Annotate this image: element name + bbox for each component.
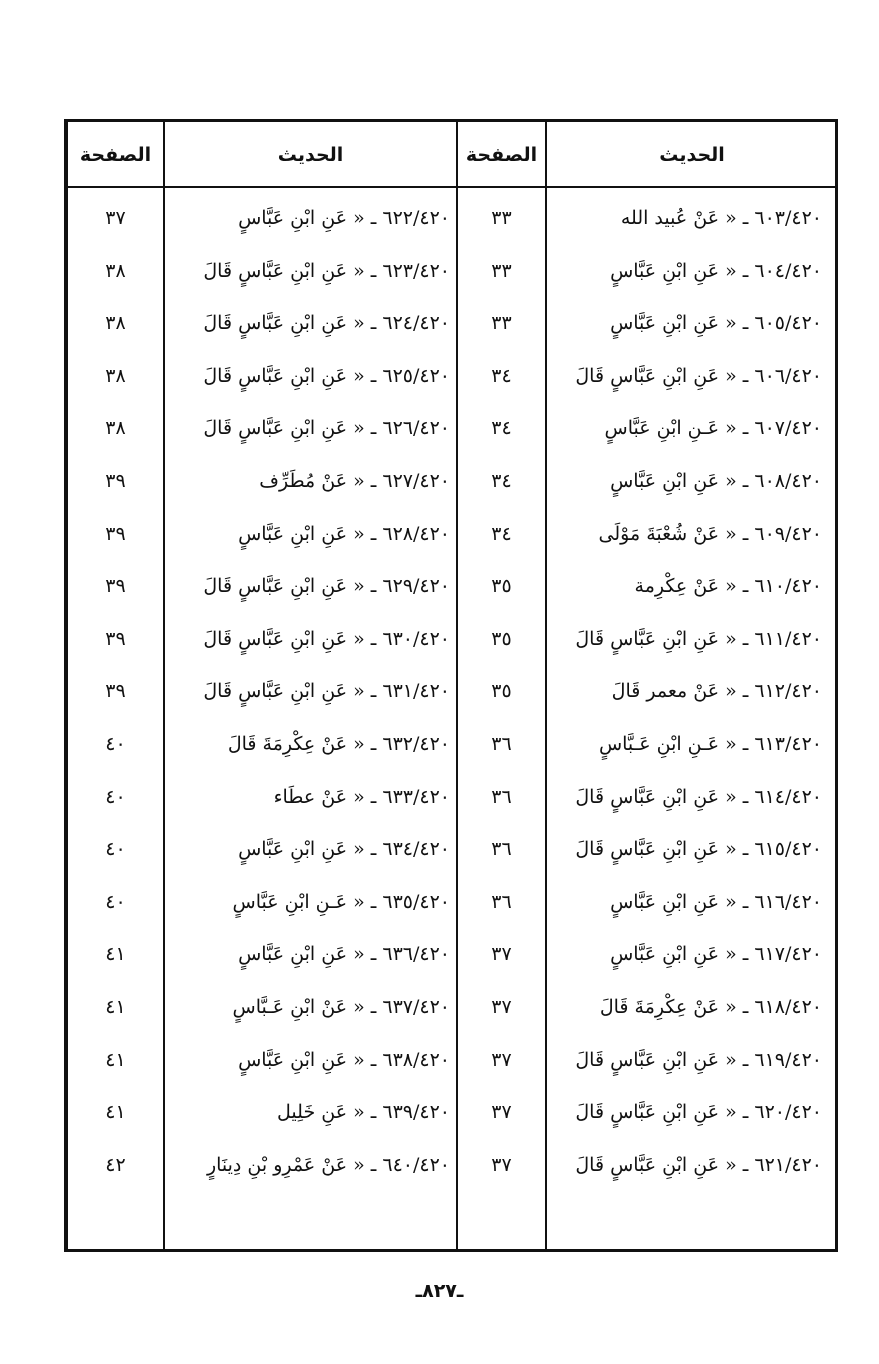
hadith-entry: ٦١٦/٤٢٠ ـ « عَنِ ابْنِ عَبَّاسٍ (610, 890, 822, 913)
hadith-entry: ٦١٩/٤٢٠ ـ « عَنِ ابْنِ عَبَّاسٍ قَالَ (575, 1048, 822, 1071)
hadith-entry: ٦١٥/٤٢٠ ـ « عَنِ ابْنِ عَبَّاسٍ قَالَ (575, 838, 822, 861)
hadith-entry: ٦٢٥/٤٢٠ ـ « عَنِ ابْنِ عَبَّاسٍ قَالَ (203, 364, 450, 387)
hadith-entry: ٦٤٠/٤٢٠ ـ « عَنْ عَمْرِو بْنِ دِينَارٍ (206, 1153, 450, 1176)
page-ref: ٤١ (105, 943, 126, 966)
page-ref: ٣٦ (491, 838, 512, 861)
page-ref: ٣٩ (105, 522, 126, 545)
page-ref: ٤١ (105, 1048, 126, 1071)
page-ref: ٣٩ (105, 680, 126, 703)
hadith-entry: ٦٣٩/٤٢٠ ـ « عَنِ خَلِيل (277, 1101, 450, 1124)
page-ref: ٤١ (105, 996, 126, 1018)
page-ref: ٣٣ (491, 312, 512, 335)
hadith-entry: ٦٣٣/٤٢٠ ـ « عَنْ عطَاء (273, 785, 450, 808)
page-ref: ٣٤ (491, 522, 512, 545)
page-ref: ٤٢ (105, 1153, 126, 1176)
hadith-entry: ٦٠٧/٤٢٠ ـ « عَـنِ ابْنِ عَبَّاسٍ (604, 417, 822, 440)
page-ref: ٤٠ (105, 785, 126, 808)
page-ref: ٣٩ (105, 627, 126, 650)
index-table (64, 119, 838, 1252)
hadith-entry: ٦٣٧/٤٢٠ ـ « عَنْ ابْنِ عَـبَّاسٍ (232, 996, 450, 1018)
header-page-left: الصفحة (79, 144, 152, 166)
hadith-entry: ٦٢٨/٤٢٠ ـ « عَنِ ابْنِ عَبَّاسٍ (238, 522, 450, 545)
page-ref: ٣٦ (491, 890, 512, 913)
hadith-entry: ٦١٧/٤٢٠ ـ « عَنِ ابْنِ عَبَّاسٍ (610, 943, 822, 966)
page-ref: ٣٨ (105, 417, 126, 440)
hadith-entry: ٦١١/٤٢٠ ـ « عَنِ ابْنِ عَبَّاسٍ قَالَ (575, 627, 822, 650)
hadith-entry: ٦٠٨/٤٢٠ ـ « عَنِ ابْنِ عَبَّاسٍ (610, 470, 822, 492)
page-ref: ٣٧ (491, 1101, 512, 1124)
page-ref: ٤٠ (105, 838, 126, 861)
hadith-entry: ٦١٣/٤٢٠ ـ « عَـنِ ابْنِ عَـبَّاسٍ (598, 733, 822, 755)
hadith-entry: ٦٣٤/٤٢٠ ـ « عَنِ ابْنِ عَبَّاسٍ (238, 838, 450, 861)
page-ref: ٣٧ (105, 207, 126, 229)
page-ref: ٣٥ (491, 575, 512, 598)
page-ref: ٣٦ (491, 785, 512, 808)
hadith-entry: ٦٣٢/٤٢٠ ـ « عَنْ عِكْرِمَةَ قَالَ (227, 733, 450, 755)
hadith-entry: ٦١٨/٤٢٠ ـ « عَنْ عِكْرِمَةَ قَالَ (599, 996, 822, 1018)
column-divider-left-page (163, 122, 165, 1249)
page-ref: ٣٧ (491, 943, 512, 966)
hadith-entry: ٦٣٥/٤٢٠ ـ « عَـنِ ابْنِ عَبَّاسٍ (232, 890, 450, 913)
page-ref: ٣٩ (105, 575, 126, 598)
hadith-entry: ٦٣٦/٤٢٠ ـ « عَنِ ابْنِ عَبَّاسٍ (238, 943, 450, 966)
page-ref: ٣٣ (491, 259, 512, 282)
page-ref: ٣٤ (491, 417, 512, 440)
page-ref: ٤١ (105, 1101, 126, 1124)
hadith-entry: ٦٢٣/٤٢٠ ـ « عَنِ ابْنِ عَبَّاسٍ قَالَ (203, 259, 450, 282)
page-ref: ٣٧ (491, 996, 512, 1018)
page-ref: ٣٤ (491, 364, 512, 387)
hadith-entry: ٦٠٦/٤٢٠ ـ « عَنِ ابْنِ عَبَّاسٍ قَالَ (575, 364, 822, 387)
page-ref: ٣٨ (105, 259, 126, 282)
hadith-entry: ٦٠٩/٤٢٠ ـ « عَنْ شُعْبَةَ مَوْلَى (598, 522, 822, 545)
page-ref: ٣٣ (491, 207, 512, 229)
hadith-entry: ٦٢٦/٤٢٠ ـ « عَنِ ابْنِ عَبَّاسٍ قَالَ (203, 417, 450, 440)
page-ref: ٣٧ (491, 1048, 512, 1071)
hadith-entry: ٦٠٥/٤٢٠ ـ « عَنِ ابْنِ عَبَّاسٍ (610, 312, 822, 335)
hadith-entry: ٦٢٤/٤٢٠ ـ « عَنِ ابْنِ عَبَّاسٍ قَالَ (203, 312, 450, 335)
page-ref: ٣٥ (491, 680, 512, 703)
page-ref: ٣٩ (105, 470, 126, 492)
hadith-entry: ٦٢٩/٤٢٠ ـ « عَنِ ابْنِ عَبَّاسٍ قَالَ (203, 575, 450, 598)
page-ref: ٣٧ (491, 1153, 512, 1176)
hadith-entry: ٦١٢/٤٢٠ ـ « عَنْ معمر قَالَ (611, 680, 822, 703)
hadith-entry: ٦١٠/٤٢٠ ـ « عَنْ عِكْرِمة (634, 575, 822, 598)
page-ref: ٣٥ (491, 627, 512, 650)
page-ref: ٤٠ (105, 890, 126, 913)
hadith-entry: ٦٢١/٤٢٠ ـ « عَنِ ابْنِ عَبَّاسٍ قَالَ (575, 1153, 822, 1176)
header-hadith-right: الحديث (659, 144, 725, 166)
page-ref: ٣٦ (491, 733, 512, 755)
hadith-entry: ٦٠٣/٤٢٠ ـ « عَنْ عُبيد الله (620, 207, 822, 229)
page-number: ـ٨٢٧ـ (415, 1280, 464, 1302)
page-ref: ٤٠ (105, 733, 126, 755)
hadith-entry: ٦٣٠/٤٢٠ ـ « عَنِ ابْنِ عَبَّاسٍ قَالَ (203, 627, 450, 650)
hadith-entry: ٦٣١/٤٢٠ ـ « عَنِ ابْنِ عَبَّاسٍ قَالَ (203, 680, 450, 703)
hadith-entry: ٦٢٧/٤٢٠ ـ « عَنْ مُطَرِّف (259, 470, 450, 492)
header-hadith-left: الحديث (277, 144, 344, 166)
header-page-right: الصفحة (465, 144, 538, 166)
hadith-entry: ٦٣٨/٤٢٠ ـ « عَنِ ابْنِ عَبَّاسٍ (238, 1048, 450, 1071)
hadith-entry: ٦٢٢/٤٢٠ ـ « عَنِ ابْنِ عَبَّاسٍ (238, 207, 450, 229)
page-ref: ٣٨ (105, 364, 126, 387)
column-divider-right-page (545, 122, 547, 1249)
page-ref: ٣٨ (105, 312, 126, 335)
page-ref: ٣٤ (491, 470, 512, 492)
hadith-entry: ٦٢٠/٤٢٠ ـ « عَنِ ابْنِ عَبَّاسٍ قَالَ (575, 1101, 822, 1124)
hadith-entry: ٦١٤/٤٢٠ ـ « عَنِ ابْنِ عَبَّاسٍ قَالَ (575, 785, 822, 808)
hadith-entry: ٦٠٤/٤٢٠ ـ « عَنِ ابْنِ عَبَّاسٍ (610, 259, 822, 282)
